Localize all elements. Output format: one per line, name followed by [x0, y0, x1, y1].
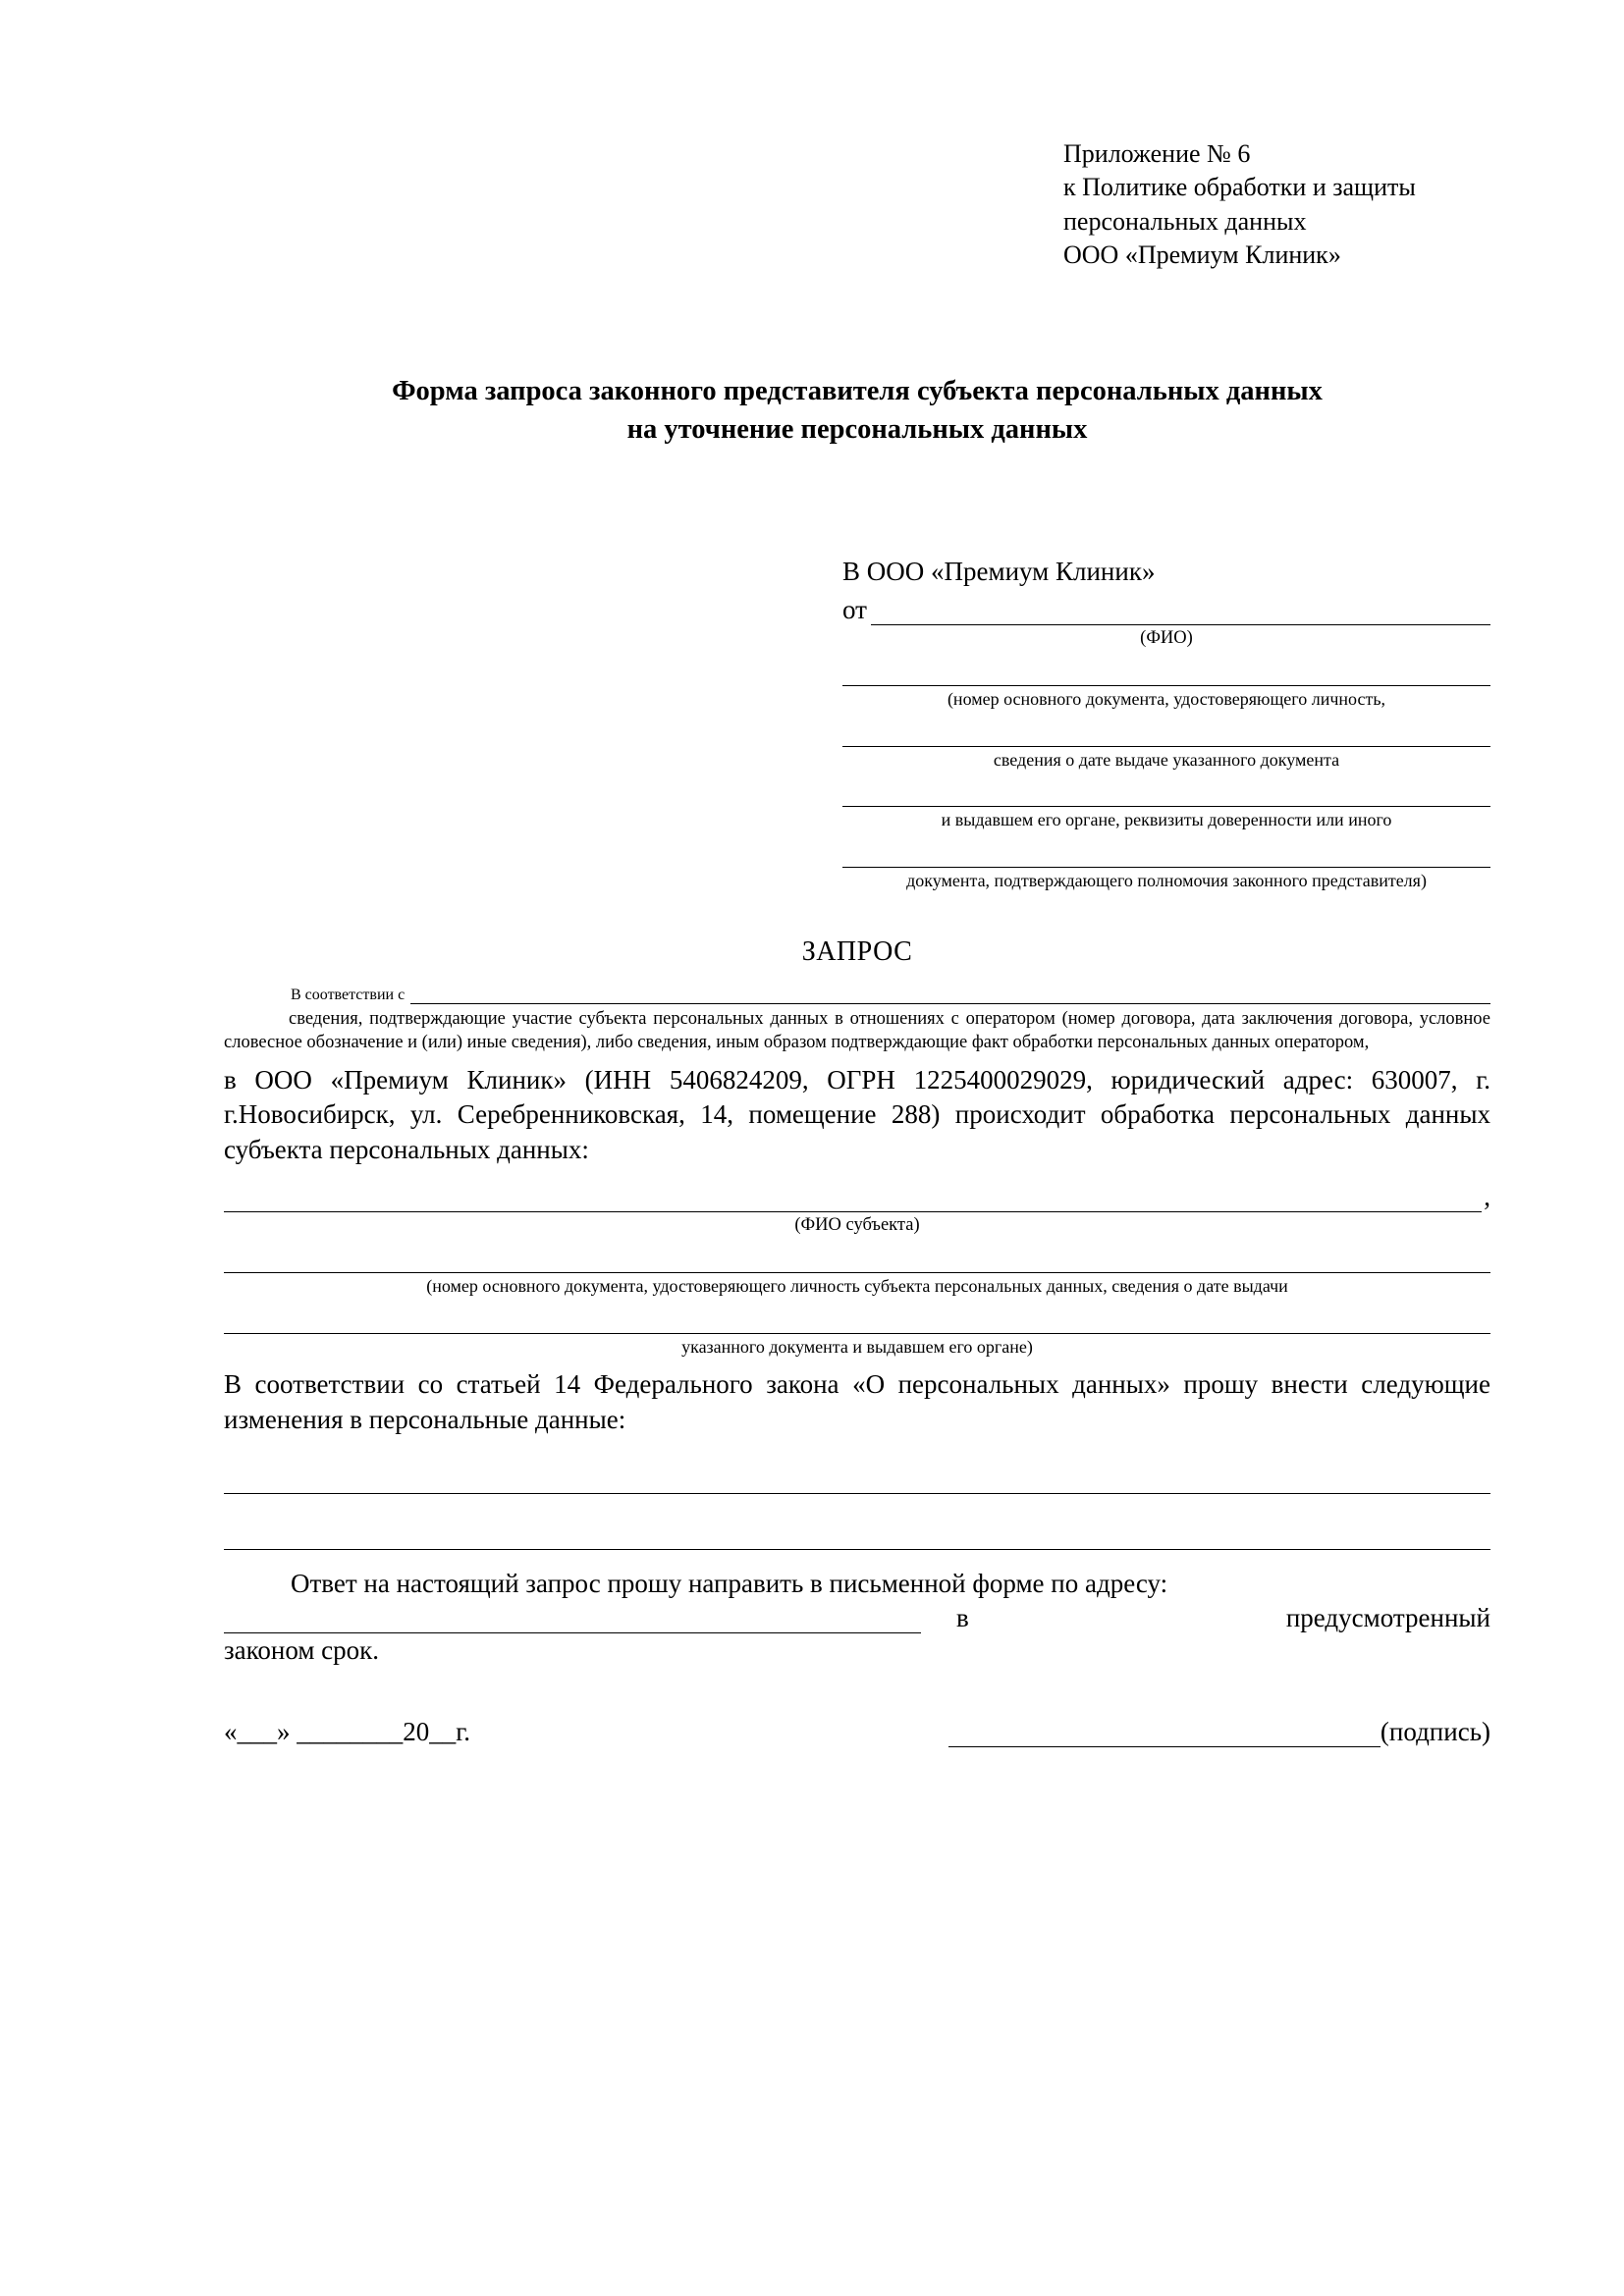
doc-number-input-line[interactable]: [842, 660, 1490, 686]
appendix-header-line-4: ООО «Премиум Клиник»: [1063, 240, 1341, 269]
document-content: [224, 137, 1490, 1747]
caption-subject-doc: (номер основного документа, удостоверяющего личность субъекта персональных данных, сведения о дате выдачи: [426, 1276, 1288, 1297]
changes-blank-lines: [224, 1468, 1490, 1550]
signature-row: [224, 1717, 1490, 1747]
subject-doc-input-line[interactable]: [224, 1247, 1490, 1273]
subject-fio-row: [224, 1182, 1490, 1212]
operator-paragraph: в ООО «Премиум Клиник» (ИНН 5406824209, ОГРН 1225400029029, юридический адрес: 630007, г. г.Новосибирск, ул. Серебренниковская, 14, помещение 288) происходит обработка персональных данных субъекта персональных данных:: [224, 1064, 1490, 1165]
request-heading: ЗАПРОС: [801, 936, 913, 968]
appendix-header: [1063, 137, 1490, 272]
caption-doc-organ: и выдавшем его органе, реквизиты доверенности или иного: [941, 810, 1392, 830]
signature-label: (подпись): [1380, 1717, 1490, 1747]
doc-date-input-line[interactable]: [842, 721, 1490, 747]
accordance-fineprint-text: сведения, подтверждающие участие субъекта персональных данных в отношениях с оператором (номер договора, дата заключения договора, условное словесное обозначение и (или) иные сведения), либо сведения, иным образом подтверждающие факт обработки персональных данных оператором,: [224, 1009, 1490, 1053]
appendix-header-line-2: к Политике обработки и защиты: [1063, 173, 1416, 202]
page-title-line-2: на уточнение персональных данных: [626, 414, 1088, 446]
caption-doc-number: (номер основного документа, удостоверяющего личность,: [947, 689, 1386, 710]
from-input-line[interactable]: [871, 599, 1490, 625]
accordance-fineprint: [224, 1007, 1490, 1054]
law-paragraph: В соответствии со статьей 14 Федерального закона «О персональных данных» прошу внести следующие изменения в персональные данные:: [224, 1369, 1490, 1435]
caption-doc-date: сведения о дате выдаче указанного документа: [993, 749, 1340, 770]
appendix-header-line-3: персональных данных: [1063, 206, 1307, 236]
appendix-header-line-1: Приложение № 6: [1063, 139, 1251, 168]
subject-fio-comma: ,: [1484, 1182, 1490, 1212]
subject-fio-input-line[interactable]: [224, 1186, 1482, 1212]
caption-subject-doc-organ: указанного документа и выдавшем его органе): [681, 1336, 1033, 1357]
addressee-organization: В ООО «Премиум Клиник»: [842, 557, 1156, 587]
answer-word-v: в: [956, 1603, 969, 1633]
page-title: [224, 372, 1490, 449]
doc-organ-input-line[interactable]: [842, 780, 1490, 807]
addressee-block: [842, 557, 1490, 891]
page-title-line-1: Форма запроса законного представителя субъекта персональных данных: [392, 376, 1323, 407]
from-label: от: [842, 595, 867, 625]
answer-paragraph: Ответ на настоящий запрос прошу направить в письменной форме по адресу:: [291, 1569, 1168, 1599]
caption-fio: (ФИО): [1140, 628, 1193, 649]
answer-address-row: [224, 1603, 1490, 1633]
answer-tail: законом срок.: [224, 1635, 380, 1666]
answer-address-input-line[interactable]: [224, 1607, 921, 1633]
changes-input-line-1[interactable]: [224, 1468, 1490, 1494]
accordance-input-line[interactable]: [410, 978, 1490, 1004]
answer-word-provided: предусмотренный: [1285, 1603, 1490, 1633]
accordance-row: [224, 978, 1490, 1004]
caption-subject-fio: (ФИО субъекта): [794, 1215, 920, 1236]
changes-input-line-2[interactable]: [224, 1523, 1490, 1550]
caption-doc-power: документа, подтверждающего полномочия законного представителя): [906, 870, 1427, 890]
accordance-label: В соответствии с: [291, 987, 406, 1004]
signature-input-line[interactable]: [948, 1721, 1380, 1747]
signature-date[interactable]: «___» ________20__г.: [224, 1717, 471, 1747]
subject-doc-organ-input-line[interactable]: [224, 1308, 1490, 1334]
doc-power-input-line[interactable]: [842, 841, 1490, 868]
from-field-row: [842, 595, 1490, 625]
